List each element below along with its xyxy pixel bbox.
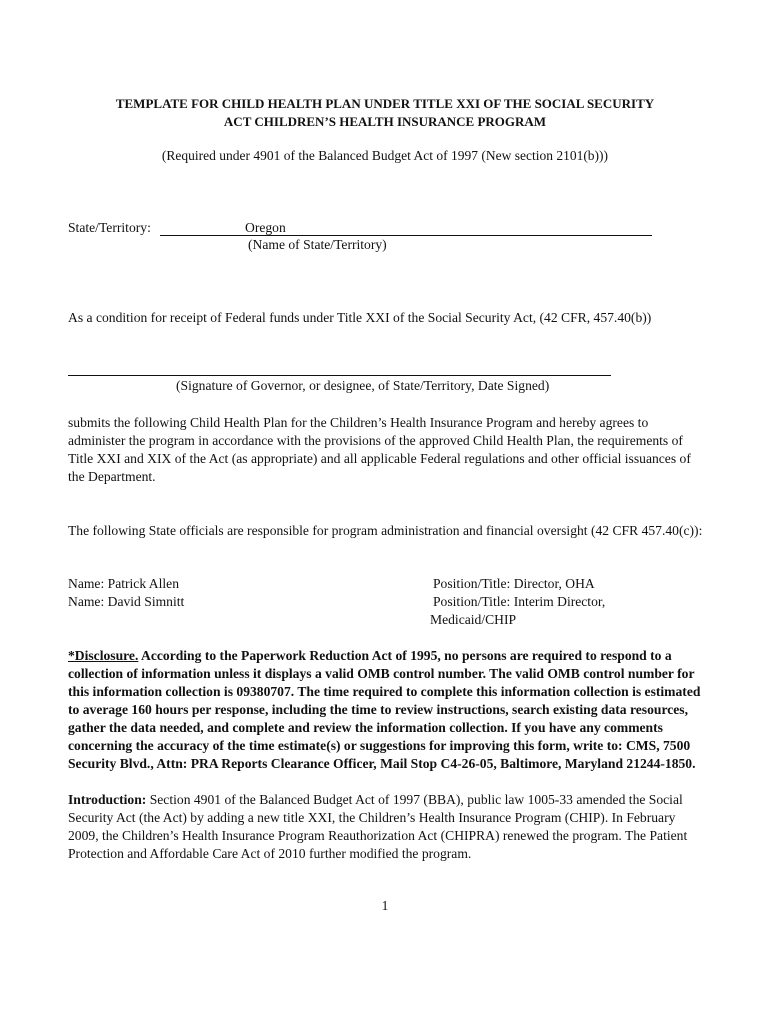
introduction-paragraph (68, 791, 708, 863)
state-label: State/Territory: (68, 220, 151, 235)
signature-caption: (Signature of Governor, or designee, of State/Territory, Date Signed) (176, 378, 550, 393)
introduction-text: Section 4901 of the Balanced Budget Act of 1997 (BBA), public law 1005-33 amended the Social Security Act (the Act) by adding a new title XXI, the Children’s Health Insurance Program (CHIP). In February 2009, the Children’s Health Insurance Program Reauthorization Act (CHIPRA) renewed the program. The Patient Protection and Affordable Care Act of 2010 further modified the program. (68, 792, 688, 861)
officials-intro: The following State officials are responsible for program administration and financial oversight (42 CFR 457.40(c)): (68, 523, 703, 538)
official-position-1: Position/Title: Director, OHA (433, 576, 595, 591)
official-position-2-line-1: Position/Title: Interim Director, (433, 594, 606, 609)
subtitle: (Required under 4901 of the Balanced Budget Act of 1997 (New section 2101(b))) (161, 148, 609, 163)
signature-line (68, 375, 611, 376)
state-value: Oregon (245, 220, 286, 235)
condition-paragraph: As a condition for receipt of Federal funds under Title XXI of the Social Security Act, (42 CFR, 457.40(b)) (68, 310, 652, 325)
state-underline (160, 235, 652, 236)
disclosure-paragraph (68, 647, 708, 773)
disclosure-label: *Disclosure. (68, 648, 139, 663)
official-name-1: Name: Patrick Allen (68, 576, 179, 591)
title-line-2: ACT CHILDREN’S HEALTH INSURANCE PROGRAM (223, 114, 547, 129)
official-name-2: Name: David Simnitt (68, 594, 185, 609)
submits-paragraph: submits the following Child Health Plan for the Children’s Health Insurance Program and hereby agrees to administer the program in accordance with the provisions of the approved Child Health Plan, the requirements of Title XXI and XIX of the Act (as appropriate) and all applicable Federal regulations and other official issuances of the Department. (68, 415, 691, 484)
page-number: 1 (381, 898, 389, 913)
disclosure-text: According to the Paperwork Reduction Act of 1995, no persons are required to respond to a collection of information unless it displays a valid OMB control number. The valid OMB control number for this information collection is 09380707. The time required to complete this information collection is estimated to average 160 hours per response, including the time to review instructions, search existing data resources, gather the data needed, and complete and review the information collection. If you have any comments concerning the accuracy of the time estimate(s) or suggestions for improving this form, write to: CMS, 7500 Security Blvd., Attn: PRA Reports Clearance Officer, Mail Stop C4-26-05, Baltimore, Maryland 21244-1850. (68, 648, 701, 771)
introduction-label: Introduction: (68, 792, 147, 807)
official-position-2-line-2: Medicaid/CHIP (430, 612, 517, 627)
state-caption: (Name of State/Territory) (248, 237, 387, 252)
title-line-1: TEMPLATE FOR CHILD HEALTH PLAN UNDER TITLE XXI OF THE SOCIAL SECURITY (115, 96, 655, 111)
